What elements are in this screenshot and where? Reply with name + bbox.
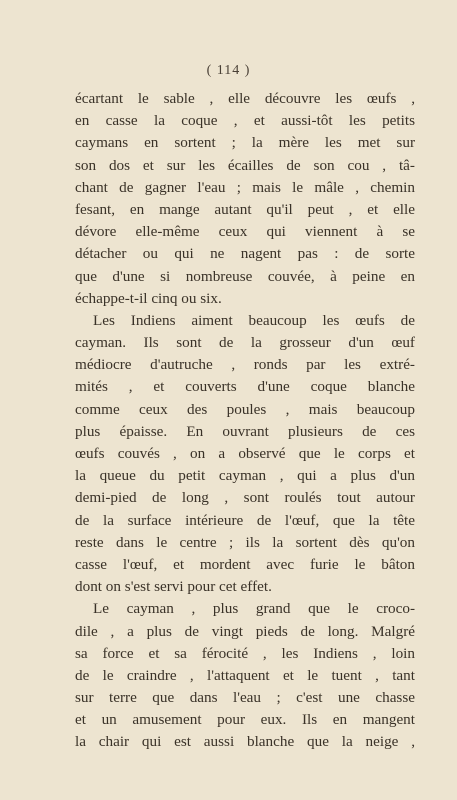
text-line: détacher ou qui ne nagent pas : de sorte bbox=[75, 245, 415, 263]
text-line: dévore elle-même ceux qui viennent à se bbox=[75, 223, 415, 241]
text-line: que d'une si nombreuse couvée, à peine en bbox=[75, 267, 415, 285]
text-line: œufs couvés , on a observé que le corps et bbox=[75, 445, 415, 462]
text-line: cayman. Ils sont de la grosseur d'un œuf bbox=[75, 334, 415, 352]
body-text bbox=[75, 88, 415, 754]
text-line: demi-pied de long , sont roulés tout autour bbox=[75, 489, 415, 507]
text-line: fesant, en mange autant qu'il peut , et elle bbox=[75, 200, 415, 218]
text-line: de le craindre , l'attaquent et le tuent , tant bbox=[75, 666, 415, 684]
text-line: dile , a plus de vingt pieds de long. Malgré bbox=[75, 622, 415, 640]
page-number: ( 114 ) bbox=[206, 63, 251, 78]
text-line: chant de gagner l'eau ; mais le mâle , chemin bbox=[75, 178, 415, 196]
text-line: Le cayman , plus grand que le croco- bbox=[93, 600, 415, 618]
text-line: reste dans le centre ; ils la sortent dès qu'on bbox=[75, 533, 415, 551]
text-line: la chair qui est aussi blanche que la neige , bbox=[75, 733, 415, 751]
text-line: mités , et couverts d'une coque blanche bbox=[75, 378, 415, 396]
text-line: et un amusement pour eux. Ils en mangent bbox=[75, 711, 415, 729]
text-line: caymans en sortent ; la mère les met sur bbox=[75, 134, 415, 152]
text-line: Les Indiens aiment beaucoup les œufs de bbox=[93, 311, 415, 329]
text-line: écartant le sable , elle découvre les œufs , bbox=[75, 90, 415, 107]
text-line: sa force et sa férocité , les Indiens , loin bbox=[75, 644, 415, 662]
text-line: échappe-t-il cinq ou six. bbox=[75, 289, 222, 307]
text-line: son dos et sur les écailles de son cou , tâ- bbox=[75, 156, 415, 174]
text-line: sur terre que dans l'eau ; c'est une chasse bbox=[75, 689, 415, 707]
text-line: en casse la coque , et aussi-tôt les petits bbox=[75, 112, 415, 130]
text-line: casse l'œuf, et mordent avec furie le bâton bbox=[75, 555, 415, 573]
text-line: médiocre d'autruche , ronds par les extré- bbox=[75, 356, 415, 374]
text-line: comme ceux des poules , mais beaucoup bbox=[75, 400, 415, 418]
text-line: dont on s'est servi pour cet effet. bbox=[75, 578, 272, 596]
text-line: la queue du petit cayman , qui a plus d'un bbox=[75, 467, 415, 485]
text-line: de la surface intérieure de l'œuf, que la tête bbox=[75, 511, 415, 529]
text-line: plus épaisse. En ouvrant plusieurs de ces bbox=[75, 422, 415, 440]
